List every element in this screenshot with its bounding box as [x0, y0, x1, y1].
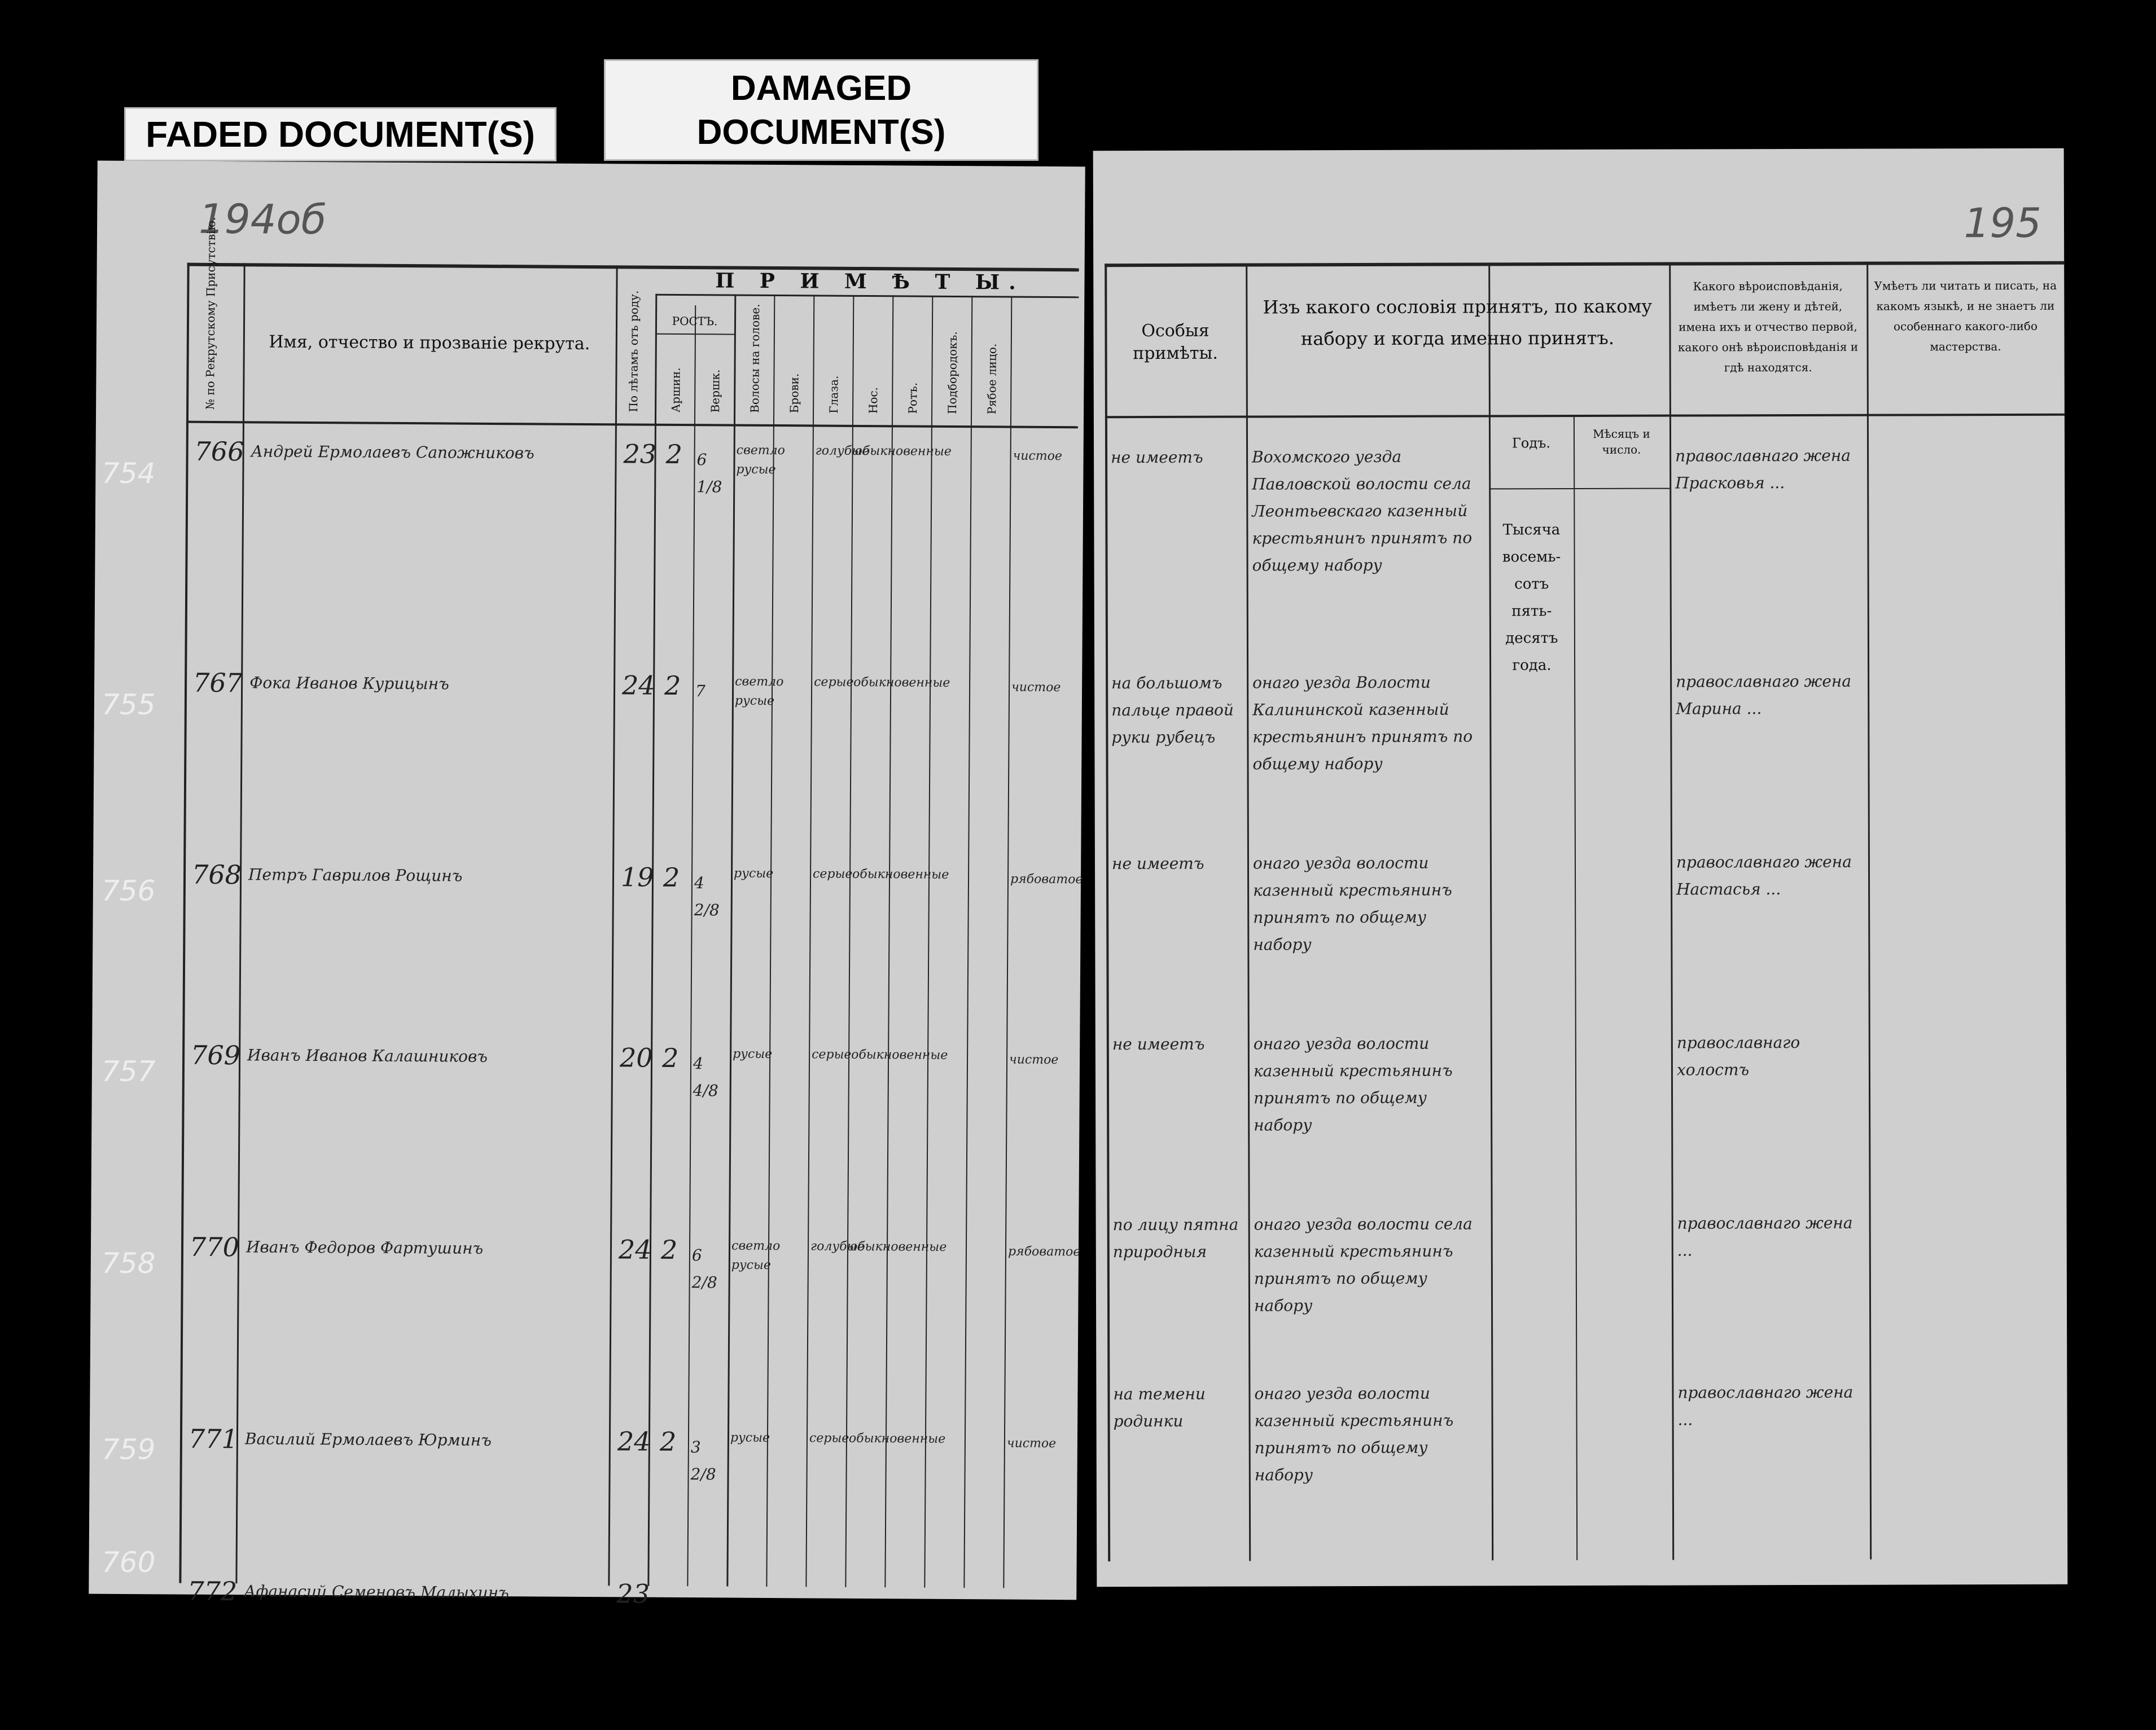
recruit-name: Петръ Гаврилов Рощинъ [248, 865, 463, 885]
recruit-name: Иванъ Федоров Фартушинъ [246, 1237, 484, 1258]
header-hair: Волосы на голове. [748, 304, 763, 413]
height-arshin: 2 [664, 670, 681, 701]
recruit-age: 24 [621, 670, 655, 701]
face: чистое [1006, 1436, 1057, 1451]
outer-number: 757 [102, 1055, 156, 1088]
height-arshin: 2 [663, 862, 680, 893]
outer-number: 758 [102, 1247, 156, 1280]
header-eyes: Глаза. [827, 375, 841, 414]
nose-mouth: обыкновенные [853, 675, 950, 690]
row-number: 769 [190, 1039, 241, 1071]
face: чистое [1013, 449, 1062, 464]
damaged-label-line2: DOCUMENT(S) [696, 113, 946, 152]
year-printed: Тысяча восемь-сотъ пять-десятъ года. [1502, 521, 1561, 674]
header-name: Имя, отчество и прозваніе рекрута. [269, 332, 590, 354]
header-brows: Брови. [787, 373, 801, 414]
religion-family: православнаго жена Настасья ... [1676, 852, 1852, 899]
hair-color: русые [730, 1430, 770, 1445]
hair-color: светло русые [731, 1239, 781, 1273]
religion-family: православнаго жена Марина ... [1676, 671, 1852, 718]
religion-family: православнаго жена Прасковья ... [1675, 446, 1851, 493]
origin: Вохомского уезда Павловской волости села Леонтьевскаго казенный крестьянинъ принятъ по общему набору [1252, 447, 1473, 575]
height-vershok: 6 1/8 [696, 450, 722, 497]
row-number: 766 [194, 436, 244, 467]
special-marks: на большомъ пальце правой руки рубецъ [1111, 673, 1234, 747]
height-arshin: 2 [665, 438, 683, 470]
height-arshin: 2 [660, 1234, 678, 1265]
eye-color: голубые [810, 1239, 865, 1254]
origin: онаго уезда Волости Калининской казенный крестьянинъ принятъ по общему набору [1252, 673, 1473, 774]
damaged-label-line1: DAMAGED [730, 69, 912, 108]
height-vershok: 6 2/8 [691, 1246, 717, 1292]
eye-color: серые [812, 867, 853, 881]
nose-mouth: обыкновенные [854, 444, 952, 459]
nose-mouth: обыкновенные [852, 867, 949, 882]
row-number: 768 [191, 859, 242, 890]
origin: онаго уезда волости казенный крестьянинъ принятъ по общему набору [1252, 853, 1452, 954]
recruit-age: 23 [616, 1578, 650, 1609]
header-special: Особыя примѣты. [1133, 320, 1218, 364]
row-number: 771 [188, 1423, 238, 1455]
origin: онаго уезда волости казенный крестьянинъ принятъ по общему набору [1254, 1384, 1454, 1485]
religion-family: православнаго холостъ [1676, 1033, 1800, 1079]
outer-number: 754 [102, 457, 156, 490]
height-vershok: 3 2/8 [690, 1438, 716, 1484]
header-age: По лѣтамъ отъ роду. [626, 290, 641, 412]
header-literacy: Умѣетъ ли читать и писать, на какомъ языкѣ, и не знаетъ ли особеннаго какого-либо мастерства. [1874, 278, 2057, 354]
special-marks: не имеетъ [1111, 447, 1203, 467]
header-mouth: Ротъ. [906, 382, 920, 414]
hair-color: светло русые [736, 443, 785, 477]
outer-number: 759 [102, 1433, 156, 1466]
damaged-document-label [604, 59, 1038, 161]
header-number: № по Рекрутскому Присутствію. [203, 217, 218, 410]
height-vershok: 4 2/8 [694, 873, 720, 920]
special-marks: по лицу пятна природныя [1112, 1215, 1239, 1262]
recruit-name: Фока Иванов Курицынъ [249, 673, 449, 693]
origin: онаго уезда волости села казенный крестьянинъ принятъ по общему набору [1254, 1214, 1473, 1315]
row-number: 770 [189, 1231, 239, 1263]
eye-color: серые [812, 1047, 852, 1062]
row-number: 767 [192, 667, 243, 699]
header-religion: Какого вѣроисповѣданія, имѣетъ ли жену и дѣтей, имена ихъ и отчество первой, какого онѣ вѣроисповѣданія и гдѣ находятся. [1677, 279, 1859, 375]
recruit-name: Василий Ермолаевъ Юрминъ [244, 1429, 492, 1450]
header-rost: РОСТЪ. [672, 314, 718, 328]
recruit-name: Андрей Ермолаевъ Сапожниковъ [251, 442, 534, 463]
height-vershok: 4 4/8 [693, 1054, 718, 1100]
right-page [1093, 148, 2068, 1587]
header-month: Мѣсяцъ и число. [1593, 427, 1650, 456]
header-primety: П Р И М Ѣ Т Ы. [715, 269, 1025, 295]
recruit-age: 23 [623, 438, 657, 469]
outer-number: 755 [102, 688, 156, 721]
recruit-age: 24 [617, 1426, 651, 1457]
outer-number: 760 [102, 1546, 156, 1579]
recruit-name: Иванъ Иванов Калашниковъ [247, 1046, 488, 1066]
recruit-age: 20 [619, 1042, 653, 1073]
face: рябоватое [1010, 872, 1083, 887]
hair-color: русые [734, 866, 774, 881]
recruit-name: Афанасий Семеновъ Малыхинъ [244, 1582, 509, 1602]
face: чистое [1009, 1052, 1059, 1068]
row-number: 772 [187, 1575, 238, 1607]
eye-color: серые [814, 675, 854, 690]
header-soslovie: Изъ какого сословія принятъ, по какому набору и когда именно принятъ. [1263, 295, 1653, 350]
height-arshin: 2 [659, 1426, 677, 1457]
face: рябоватое [1007, 1244, 1081, 1259]
folio-right: 195 [1964, 199, 2042, 247]
hair-color: русые [733, 1047, 773, 1062]
special-marks: на темени родинки [1113, 1384, 1206, 1431]
header-face: Рябое лицо. [985, 343, 999, 415]
face: чистое [1011, 680, 1061, 695]
eye-color: голубые [815, 444, 870, 459]
nose-mouth: обыкновенные [849, 1239, 947, 1254]
header-year: Годъ. [1511, 435, 1551, 451]
folio-left: 194об [198, 195, 327, 244]
faded-document-label: FADED DOCUMENT(S) [124, 107, 556, 161]
outer-number: 756 [102, 875, 156, 907]
header-chin: Подбородокъ. [945, 331, 959, 415]
nose-mouth: обыкновенные [848, 1431, 946, 1446]
header-arshin: Аршин. [669, 367, 683, 413]
religion-family: православнаго жена ... [1677, 1382, 1853, 1429]
recruit-age: 19 [620, 862, 654, 893]
origin: онаго уезда волости казенный крестьянинъ принятъ по общему набору [1253, 1034, 1453, 1135]
header-nose: Нос. [866, 387, 880, 414]
religion-family: православнаго жена ... [1677, 1213, 1853, 1260]
left-page [89, 161, 1085, 1609]
hair-color: светло русые [734, 674, 784, 709]
special-marks: не имеетъ [1112, 1034, 1205, 1054]
height-vershok: 7 [695, 682, 705, 701]
eye-color: серые [809, 1431, 849, 1446]
recruit-age: 24 [618, 1234, 652, 1265]
height-arshin: 2 [661, 1042, 679, 1073]
special-marks: не имеетъ [1111, 854, 1204, 873]
header-vershok: Вершк. [708, 369, 722, 413]
nose-mouth: обыкновенные [851, 1047, 948, 1062]
